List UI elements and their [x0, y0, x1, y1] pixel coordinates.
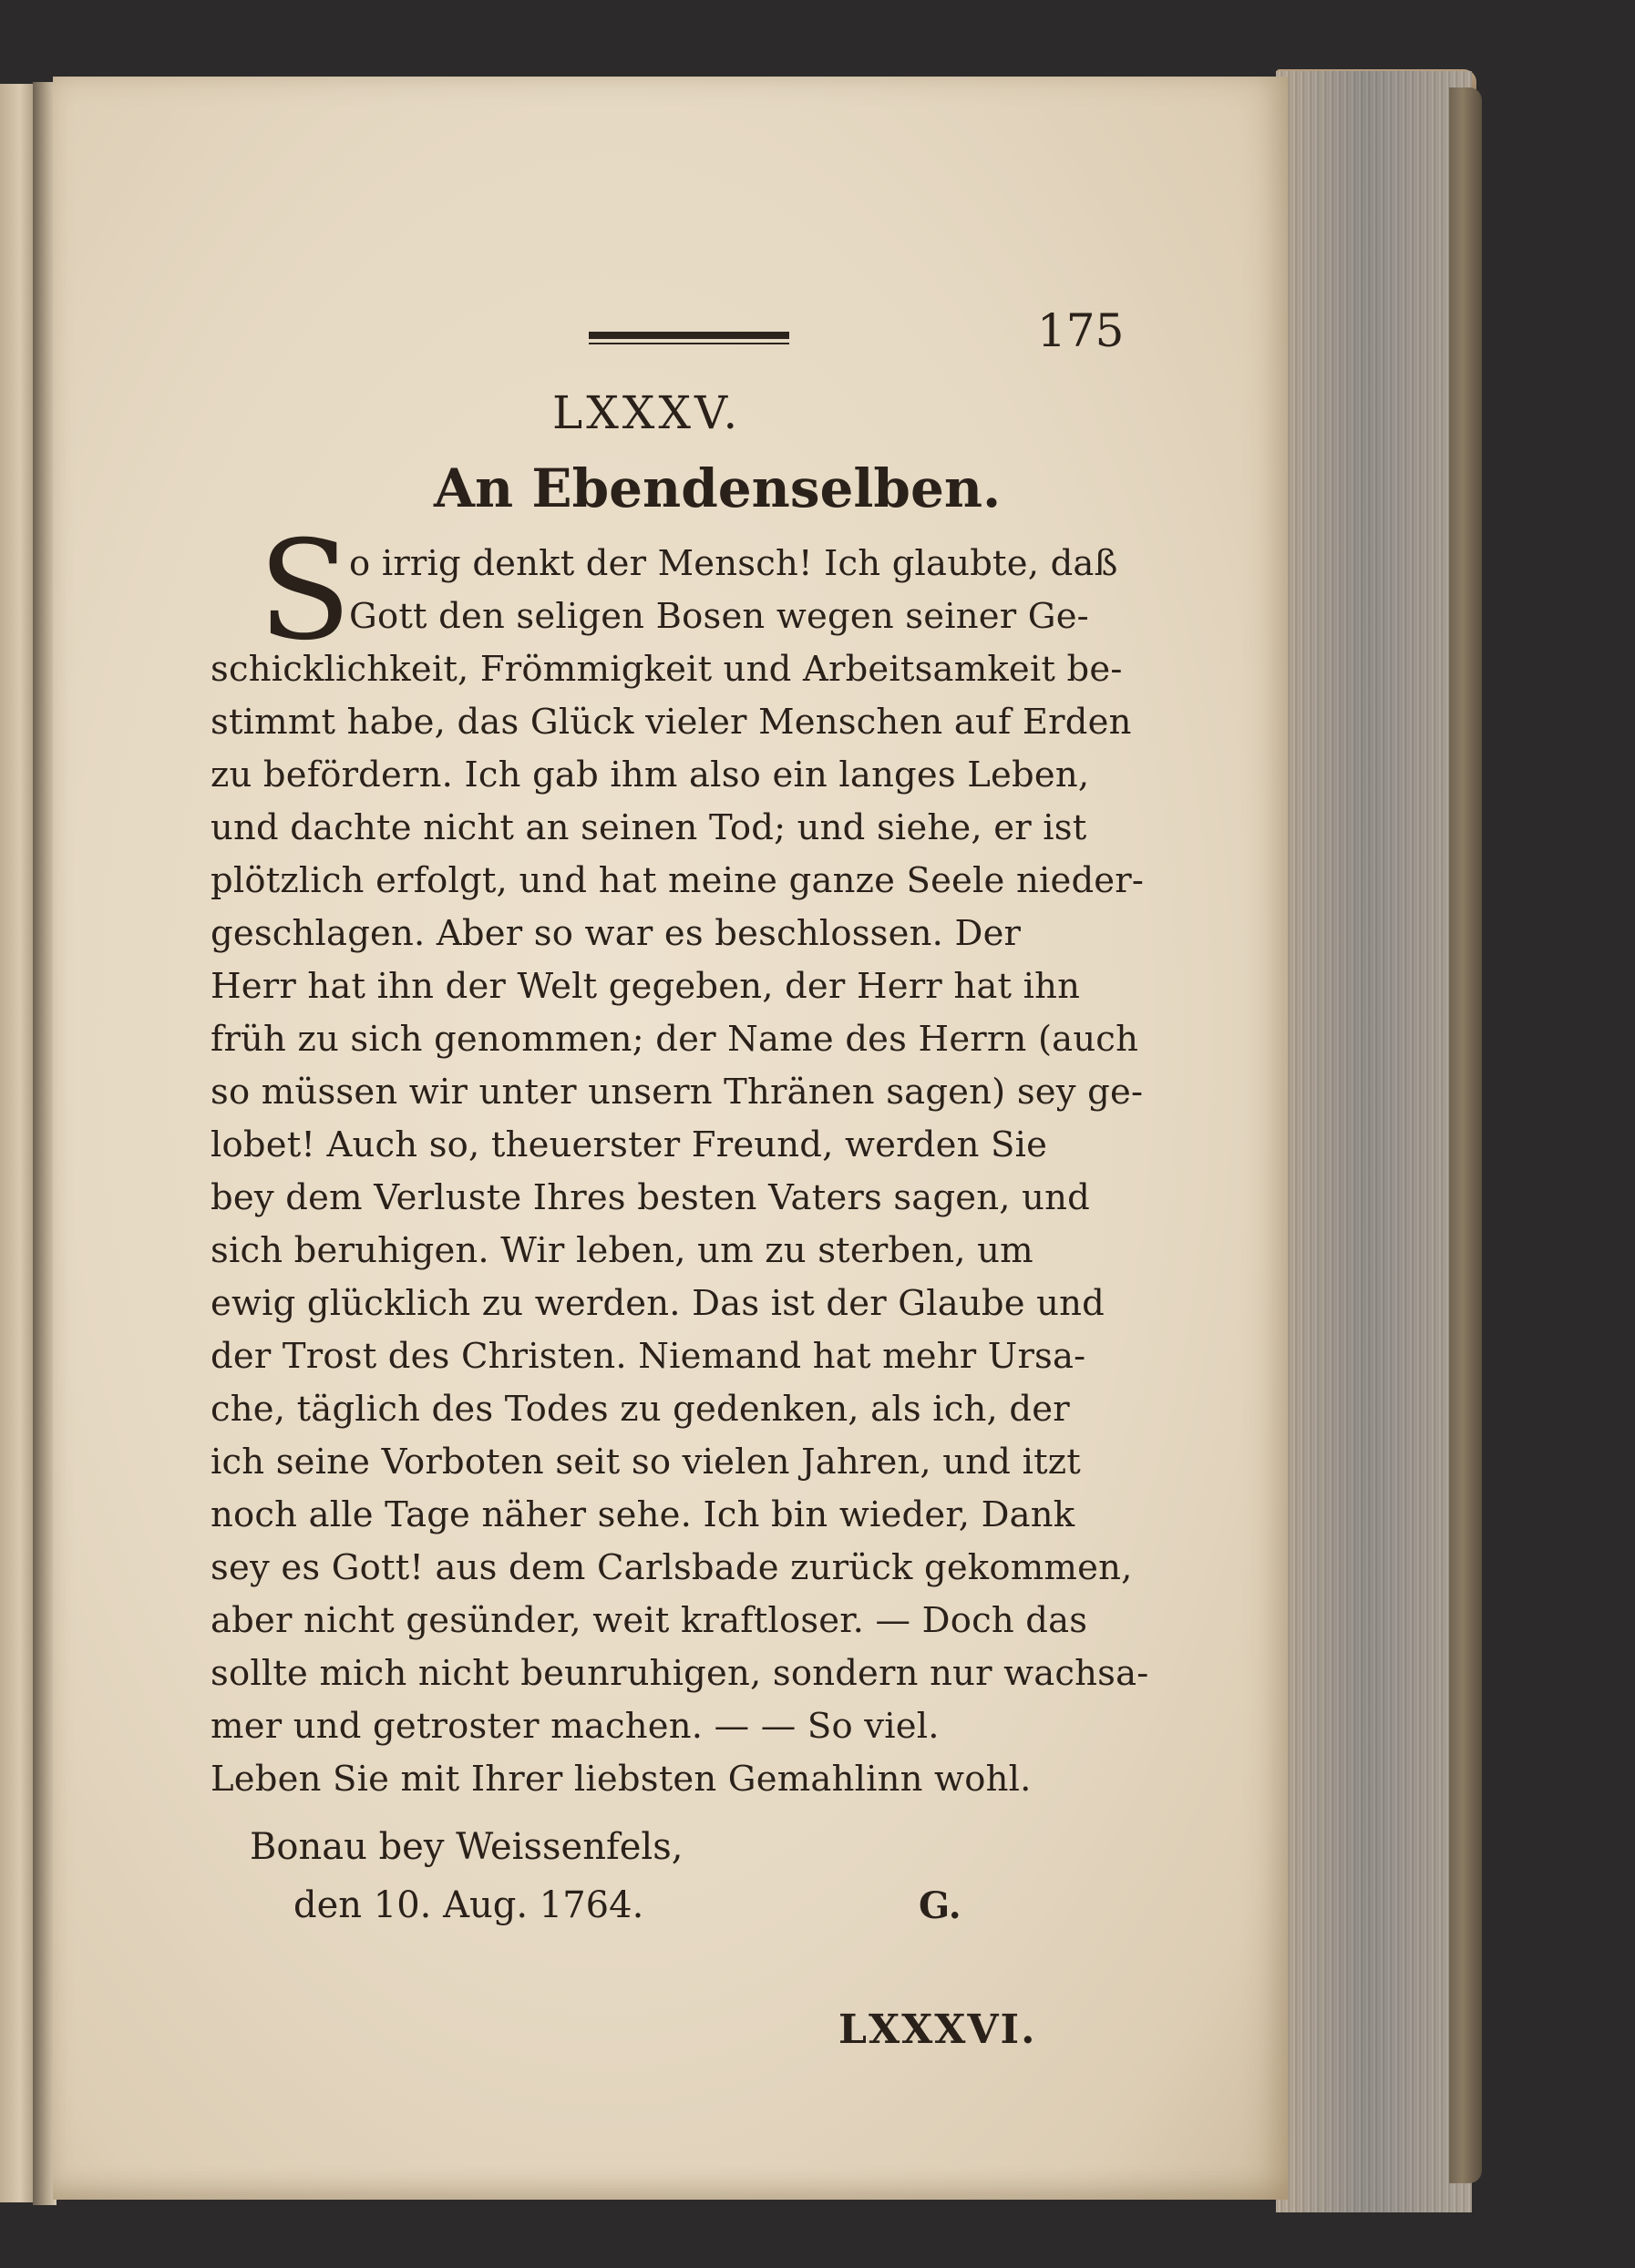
- body-line: früh zu sich genommen; der Name des Herrn (auch: [211, 1019, 1139, 1060]
- body-line: zu befördern. Ich gab ihm also ein langes Leben,: [211, 754, 1090, 795]
- body-line: und dachte nicht an seinen Tod; und siehe, er ist: [211, 807, 1087, 848]
- body-line: ewig glücklich zu werden. Das ist der Glaube und: [211, 1283, 1105, 1324]
- body-line: che, täglich des Todes zu gedenken, als ich, der: [211, 1389, 1070, 1430]
- header-rule-thin: [589, 343, 789, 344]
- letter-number: LXXXV.: [552, 386, 742, 439]
- body-line: noch alle Tage näher sehe. Ich bin wieder, Dank: [211, 1494, 1075, 1535]
- body-line: lobet! Auch so, theuerster Freund, werden Sie: [211, 1124, 1048, 1165]
- body-line: Gott den seligen Bosen wegen seiner Ge-: [349, 596, 1089, 637]
- left-page-edge: [0, 84, 36, 2202]
- body-line: ich seine Vorboten seit so vielen Jahren, und itzt: [211, 1442, 1081, 1483]
- signature-initial: G.: [919, 1884, 961, 1927]
- body-line: plötzlich erfolgt, und hat meine ganze Seele nieder-: [211, 860, 1145, 901]
- body-line: schicklichkeit, Frömmigkeit und Arbeitsamkeit be-: [211, 649, 1123, 690]
- body-line: bey dem Verluste Ihres besten Vaters sagen, und: [211, 1177, 1091, 1218]
- header-rule: [589, 332, 789, 339]
- body-line: mer und getroster machen. — — So viel.: [211, 1706, 940, 1747]
- book-page: [53, 77, 1288, 2200]
- catchword: LXXXVI.: [838, 2006, 1037, 2053]
- body-line: sich beruhigen. Wir leben, um zu sterben, um: [211, 1230, 1033, 1271]
- body-line: stimmt habe, das Glück vieler Menschen auf Erden: [211, 702, 1132, 743]
- body-line: aber nicht gesünder, weit kraftloser. — Doch das: [211, 1600, 1088, 1641]
- closing-place: Bonau bey Weissenfels,: [250, 1826, 684, 1868]
- body-line: sollte mich nicht beunruhigen, sondern nur wachsa-: [211, 1653, 1149, 1694]
- letter-title: An Ebendenselben.: [434, 457, 1002, 519]
- closing-date: den 10. Aug. 1764.: [293, 1884, 644, 1926]
- page-number: 175: [1037, 304, 1125, 357]
- body-line: der Trost des Christen. Niemand hat mehr Ursa-: [211, 1336, 1086, 1377]
- body-line: so müssen wir unter unsern Thränen sagen) sey ge-: [211, 1072, 1144, 1113]
- body-line: sey es Gott! aus dem Carlsbade zurück gekommen,: [211, 1547, 1133, 1588]
- body-line: o irrig denkt der Mensch! Ich glaubte, daß: [349, 543, 1118, 584]
- body-line: Leben Sie mit Ihrer liebsten Gemahlinn wohl.: [211, 1759, 1032, 1800]
- body-line: Herr hat ihn der Welt gegeben, der Herr hat ihn: [211, 966, 1081, 1007]
- drop-cap: S: [258, 512, 352, 671]
- body-line: geschlagen. Aber so war es beschlossen. Der: [211, 913, 1022, 954]
